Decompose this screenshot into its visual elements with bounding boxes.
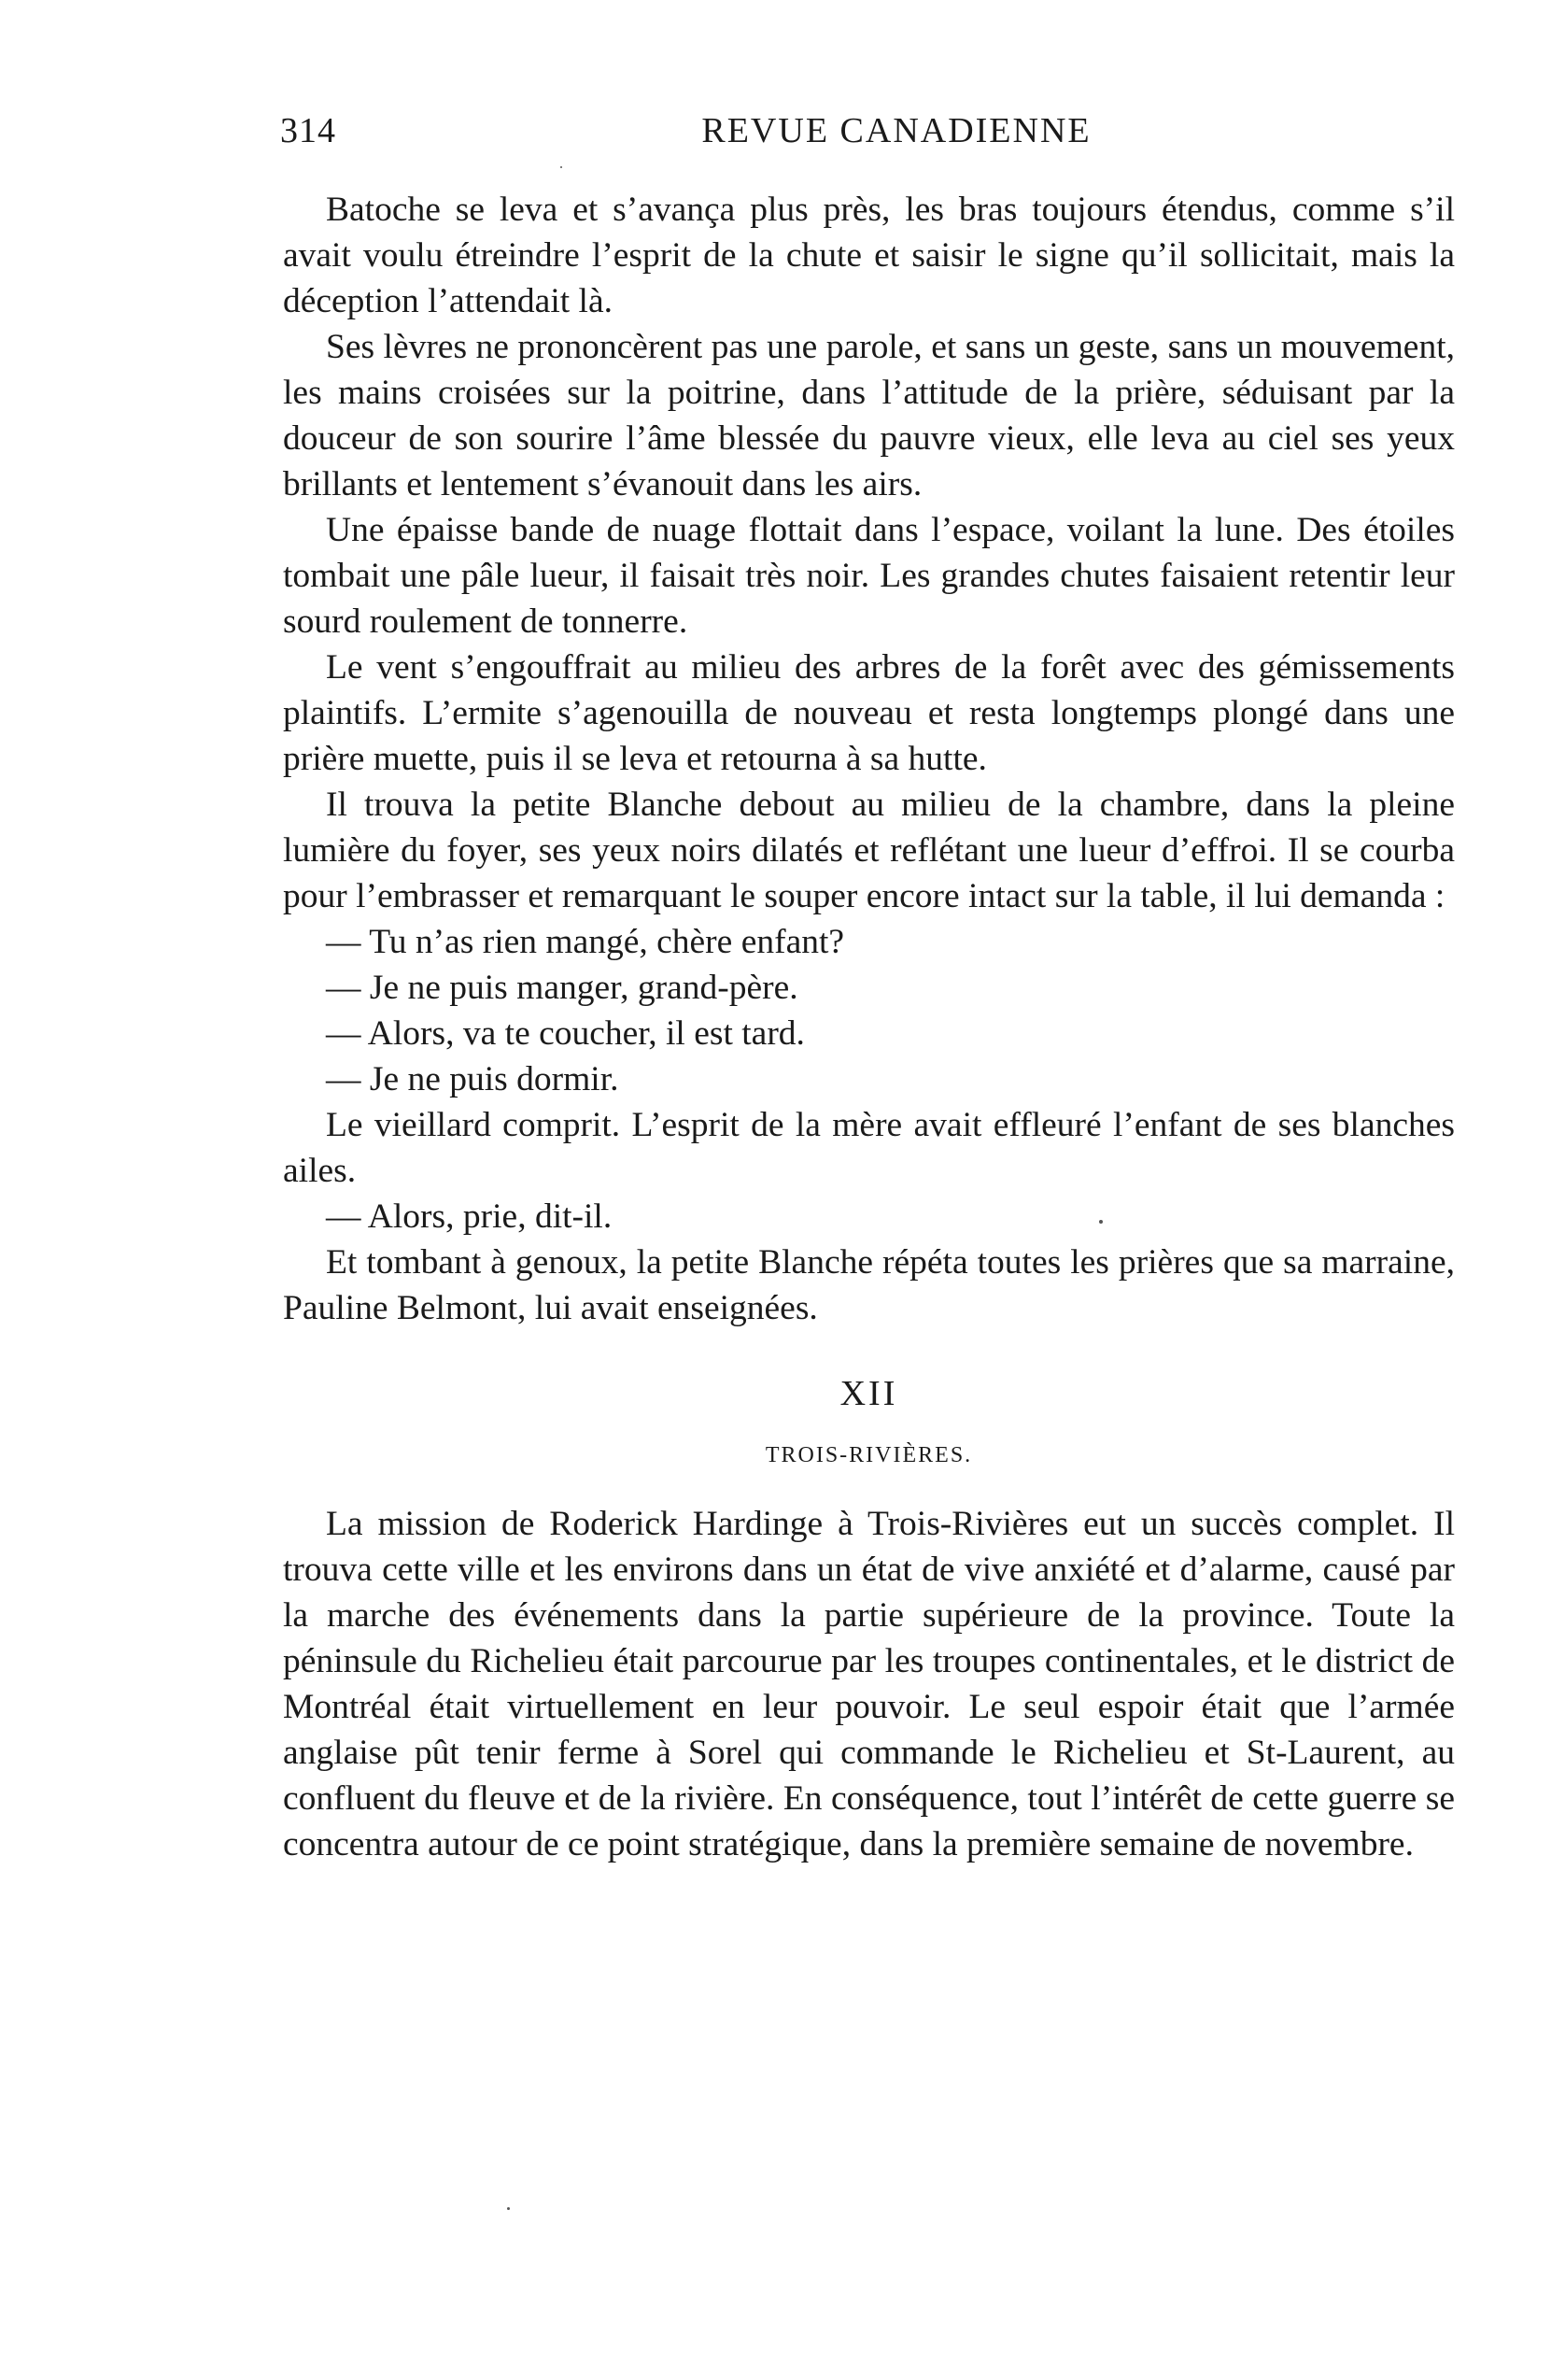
- dialogue-line: — Je ne puis dormir.: [326, 1060, 619, 1098]
- dialogue-line: — Alors, va te coucher, il est tard.: [326, 1014, 805, 1053]
- paragraph: Il trouva la petite Blanche debout au milieu de la chambre, dans la pleine lumière du foyer, ses yeux noirs dilatés et reflétant une lueur d’effroi. Il se courba pour l’embrasser et remarquant le souper encore intact sur la table, il lui demanda :: [283, 786, 1455, 915]
- chapter-number: XII: [839, 1374, 898, 1413]
- scan-speck: [507, 2207, 510, 2210]
- scan-speck: [1099, 1220, 1103, 1224]
- dialogue-line: — Alors, prie, dit-il.: [326, 1197, 613, 1236]
- scan-speck: [560, 166, 562, 168]
- main-text: [283, 187, 1455, 1867]
- dialogue-line: — Tu n’as rien mangé, chère enfant?: [326, 923, 845, 961]
- running-head: [280, 110, 1457, 166]
- chapter-title: TROIS-RIVIÈRES.: [765, 1443, 973, 1467]
- paragraph: Batoche se leva et s’avança plus près, les bras toujours étendus, comme s’il avait voulu étreindre l’esprit de la chute et saisir le signe qu’il sollicitait, mais la déception l’attendait là.: [283, 191, 1455, 320]
- journal-title: REVUE CANADIENNE: [701, 111, 1092, 150]
- paragraph: Et tombant à genoux, la petite Blanche répéta toutes les prières que sa marraine, Pauline Belmont, lui avait enseignées.: [283, 1243, 1455, 1327]
- page-number: 314: [280, 111, 336, 150]
- dialogue-line: — Je ne puis manger, grand-père.: [326, 969, 798, 1007]
- paragraph: Le vieillard comprit. L’esprit de la mère avait effleuré l’enfant de ses blanches ailes.: [283, 1106, 1455, 1190]
- paragraph: La mission de Roderick Hardinge à Trois-Rivières eut un succès complet. Il trouva cette ville et les environs dans un état de vive anxiété et d’alarme, causé par la marche des événements dans la partie supérieure de la province. Toute la péninsule du Richelieu était parcourue par les troupes continentales, et le district de Montréal était virtuellement en leur pouvoir. Le seul espoir était que l’armée anglaise pût tenir ferme à Sorel qui commande le Richelieu et St-Laurent, au confluent du fleuve et de la rivière. En conséquence, tout l’intérêt de cette guerre se concentra autour de ce point stratégique, dans la première semaine de novembre.: [283, 1505, 1455, 1863]
- paragraph: Le vent s’engouffrait au milieu des arbres de la forêt avec des gémissements plaintifs. L’ermite s’agenouilla de nouveau et resta longtemps plongé dans une prière muette, puis il se leva et retourna à sa hutte.: [283, 648, 1455, 778]
- paragraph: Une épaisse bande de nuage flottait dans l’espace, voilant la lune. Des étoiles tombait une pâle lueur, il faisait très noir. Les grandes chutes faisaient retentir leur sourd roulement de tonnerre.: [283, 511, 1455, 641]
- paragraph: Ses lèvres ne prononcèrent pas une parole, et sans un geste, sans un mouvement, les mains croisées sur la poitrine, dans l’attitude de la prière, séduisant par la douceur de son sourire l’âme blessée du pauvre vieux, elle leva au ciel ses yeux brillants et lentement s’évanouit dans les airs.: [283, 328, 1455, 503]
